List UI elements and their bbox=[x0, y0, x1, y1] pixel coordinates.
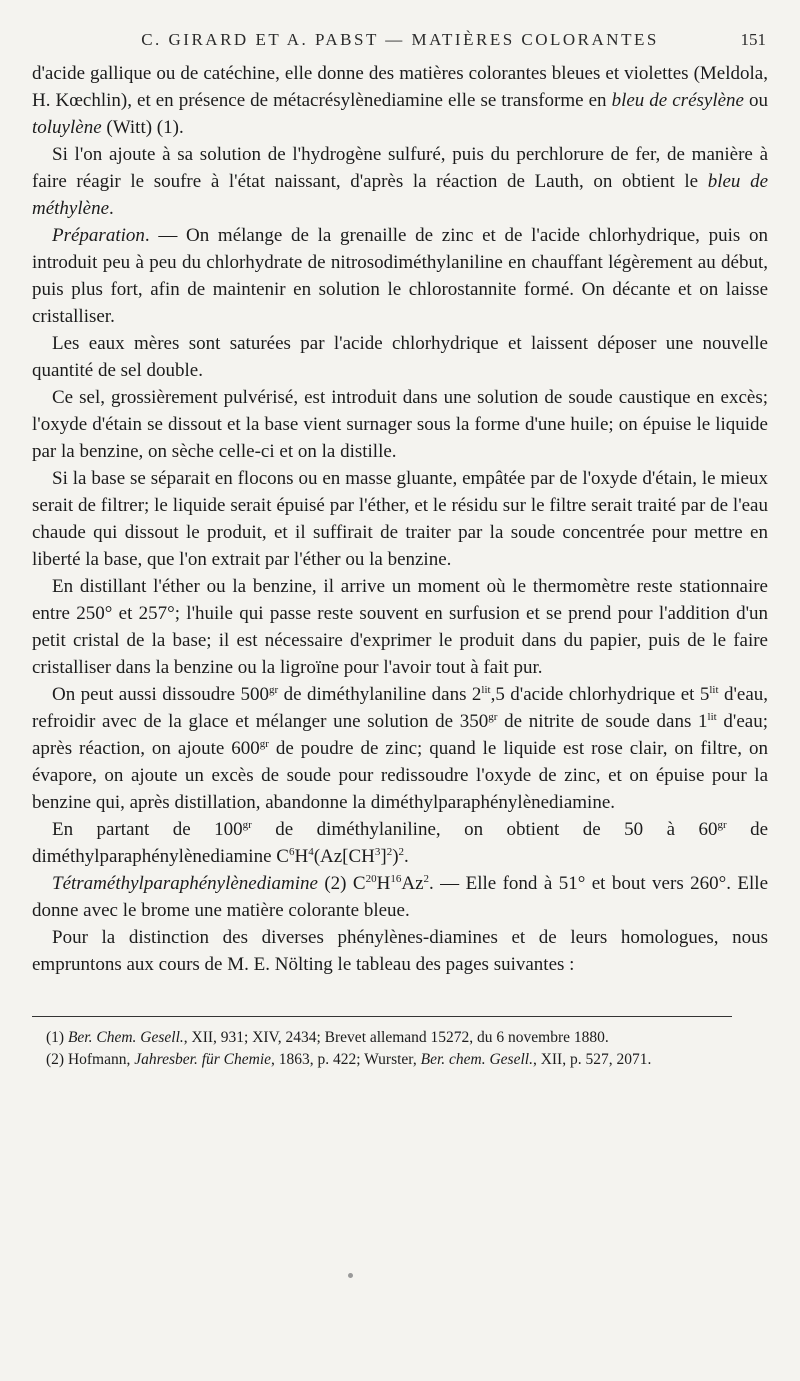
paragraph: Si l'on ajoute à sa solution de l'hydrogène sulfuré, puis du perchlorure de fer, de manière à faire réagir le soufre à l'état naissant, d'après la réaction de Lauth, on obtient le bleu de méthylène. bbox=[32, 144, 768, 219]
footnote: (1) Ber. Chem. Gesell., XII, 931; XIV, 2434; Brevet allemand 15272, du 6 novembre 1880. bbox=[46, 1029, 609, 1046]
paragraph: Tétraméthylparaphénylènediamine (2) $C^{20}H^{16}Az^2$. — Elle fond à 51° et bout vers 260°. Elle donne avec le brome une matière colorante bleue. bbox=[32, 873, 769, 921]
footnotes bbox=[32, 1027, 768, 1071]
footnote: (2) Hofmann, Jahresber. für Chemie, 1863, p. 422; Wurster, Ber. chem. Gesell., XII, p. 527, 2071. bbox=[46, 1051, 652, 1068]
paragraph: Si la base se séparait en flocons ou en masse gluante, empâtée par de l'oxyde d'étain, le mieux serait de filtrer; le liquide serait épuisé par l'éther, et le résidu sur le filtre serait traité par de l'eau chaude qui dissout le produit, et il suffirait de traiter par la soude concentrée pour mettre en liberté la base, que l'on extrait par l'éther ou la benzine. bbox=[32, 468, 768, 570]
running-header bbox=[32, 30, 768, 60]
page-number: 151 bbox=[740, 30, 766, 49]
body-text bbox=[32, 60, 768, 978]
paragraph: Préparation. — On mélange de la grenaille de zinc et de l'acide chlorhydrique, puis on introduit peu à peu du chlorhydrate de nitrosodiméthylaniline en chauffant légèrement au début, puis plus fort, afin de maintenir en solution le chlorostannite formé. On décante et on laisse cristalliser. bbox=[32, 225, 768, 327]
paragraph: En distillant l'éther ou la benzine, il arrive un moment où le thermomètre reste stationnaire entre 250° et 257°; l'huile qui passe reste souvent en surfusion et se prend pour l'addition d'un petit cristal de la base; il est nécessaire d'exprimer le produit dans du papier, puis de le faire cristalliser dans la benzine ou la ligroïne pour l'avoir tout à fait pur. bbox=[32, 576, 768, 678]
paragraph: Les eaux mères sont saturées par l'acide chlorhydrique et laissent déposer une nouvelle quantité de sel double. bbox=[32, 333, 768, 381]
footnote-divider bbox=[32, 1016, 732, 1017]
paragraph: d'acide gallique ou de catéchine, elle donne des matières colorantes bleues et violettes (Meldola, H. Kœchlin), et en présence de métacrésylènediamine elle se transforme en bleu de crésylène ou toluylène (Witt) (1). bbox=[32, 63, 769, 138]
running-title: C. GIRARD ET A. PABST — MATIÈRES COLORANTES bbox=[141, 30, 659, 49]
paragraph: En partant de $100^{gr}$ de diméthylaniline, on obtient de 50 à $60^{gr}$ de diméthylparaphénylènediamine $C^6H^4(Az[CH^3]^2)^2$. bbox=[32, 819, 769, 867]
paragraph: Ce sel, grossièrement pulvérisé, est introduit dans une solution de soude caustique en excès; l'oxyde d'étain se dissout et la base vient surnager sous la forme d'une huile; on épuise le liquide par la benzine, on sèche celle-ci et on la distille. bbox=[32, 387, 768, 462]
paragraph: On peut aussi dissoudre $500^{gr}$ de diméthylaniline dans $2^{lit},5$ d'acide chlorhydrique et $5^{lit}$ d'eau, refroidir avec de la glace et mélanger une solution de $350^{gr}$ de nitrite de soude dans $1^{lit}$ d'eau; après réaction, on ajoute $600^{gr}$ de poudre de zinc; quand le liquide est rose clair, on filtre, on évapore, on ajoute un excès de soude pour redissoudre l'oxyde de zinc, et on épuise pour la benzine qui, après distillation, abandonne la diméthylparaphénylènediamine. bbox=[32, 684, 769, 813]
paragraph: Pour la distinction des diverses phénylènes-diamines et de leurs homologues, nous empruntons aux cours de M. E. Nölting le tableau des pages suivantes : bbox=[32, 927, 768, 975]
ink-speck bbox=[348, 1273, 353, 1278]
